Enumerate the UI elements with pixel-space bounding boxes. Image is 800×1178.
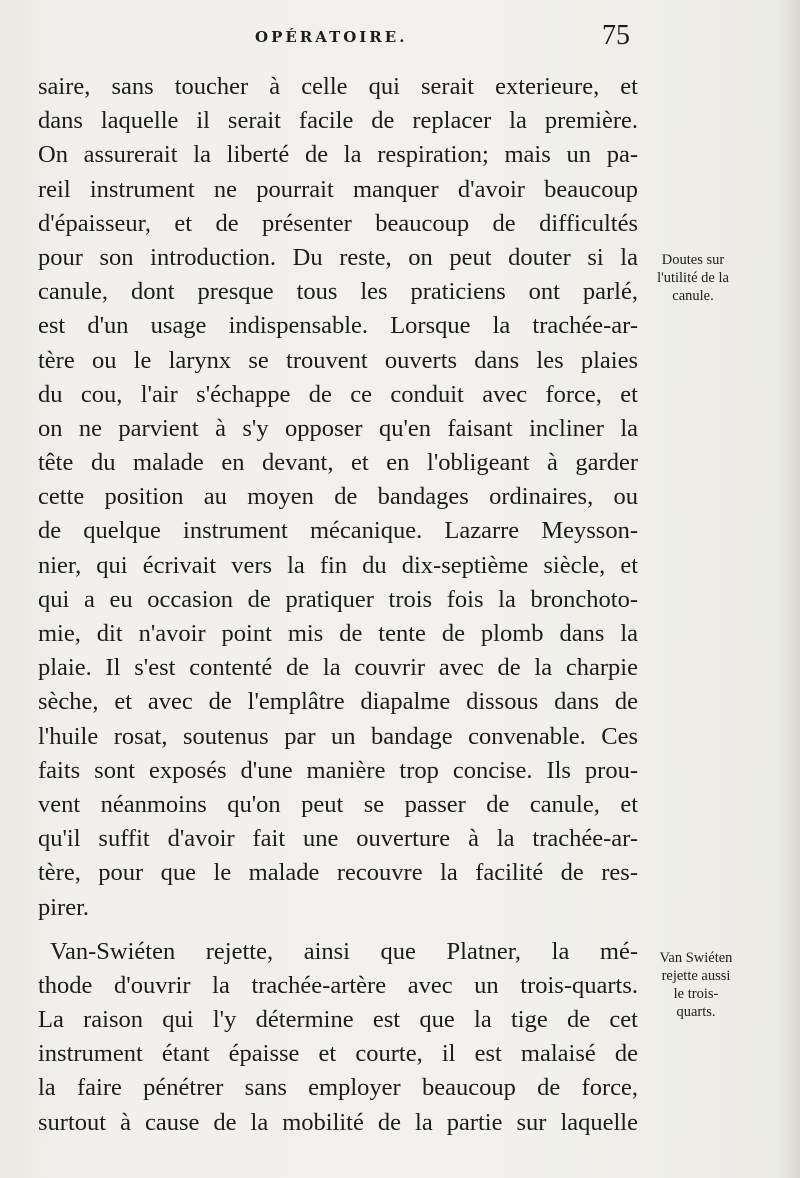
text-line: qui a eu occasion de pratiquer trois fois la bronchoto-	[38, 585, 638, 613]
margin-note-line: Doutes sur	[661, 252, 725, 268]
text-line: dans laquelle il serait facile de replacer la première.	[38, 107, 638, 135]
text-line: tère ou le larynx se trouvent ouverts dans les plaies	[38, 346, 638, 374]
margin-note-line: Van Swiéten	[659, 950, 733, 966]
margin-note-van-swieten	[640, 949, 752, 1021]
margin-note-line: canule.	[672, 288, 714, 304]
page-edge-shadow	[778, 0, 800, 1178]
text-line: instrument étant épaisse et courte, il est malaisé de	[38, 1040, 638, 1068]
text-line: pour son introduction. Du reste, on peut douter si la	[38, 243, 638, 271]
text-line: mie, dit n'avoir point mis de tente de plomb dans la	[38, 620, 638, 647]
text-line: On assurerait la liberté de la respiration; mais un pa-	[38, 141, 638, 169]
text-line: la faire pénétrer sans employer beaucoup de force,	[38, 1074, 638, 1102]
margin-note-line: le trois-	[673, 986, 719, 1002]
text-line: vent néanmoins qu'on peut se passer de canule, et	[38, 790, 638, 818]
text-line: cette position au moyen de bandages ordinaires, ou	[38, 483, 638, 511]
page-number: 75	[602, 20, 630, 51]
text-line: pirer.	[38, 893, 90, 921]
text-line: nier, qui écrivait vers la fin du dix-septième siècle, et	[38, 551, 638, 579]
text-line: thode d'ouvrir la trachée-artère avec un trois-quarts.	[38, 971, 638, 999]
text-line: du cou, l'air s'échappe de ce conduit avec force, et	[38, 380, 638, 408]
text-line: sèche, et avec de l'emplâtre diapalme dissous dans de	[38, 688, 638, 716]
paragraph-gap	[38, 925, 638, 935]
text-line: de quelque instrument mécanique. Lazarre Meysson-	[38, 517, 638, 545]
text-line: saire, sans toucher à celle qui serait exterieure, et	[38, 73, 638, 100]
margin-note-line: rejette aussi	[661, 968, 731, 984]
text-line: canule, dont presque tous les praticiens ont parlé,	[38, 278, 638, 306]
text-line: l'huile rosat, soutenus par un bandage convenable. Ces	[38, 722, 638, 750]
text-line: d'épaisseur, et de présenter beaucoup de difficultés	[38, 209, 638, 237]
text-line: tère, pour que le malade recouvre la facilité de res-	[38, 859, 638, 887]
text-line: on ne parvient à s'y opposer qu'en faisant incliner la	[38, 414, 638, 442]
margin-note-line: l'utilité de la	[657, 270, 729, 286]
main-text-block	[38, 70, 638, 1140]
text-line: qu'il suffit d'avoir fait une ouverture à la trachée-ar-	[38, 825, 638, 853]
text-line: reil instrument ne pourrait manquer d'avoir beaucoup	[38, 175, 638, 203]
running-title: OPÉRATOIRE.	[255, 28, 408, 46]
text-line: est d'un usage indispensable. Lorsque la trachée-ar-	[38, 312, 638, 340]
text-line: plaie. Il s'est contenté de la couvrir avec de la charpie	[38, 654, 638, 682]
text-line: La raison qui l'y détermine est que la tige de cet	[38, 1006, 638, 1034]
text-line: Van-Swiéten rejette, ainsi que Platner, la mé-	[50, 937, 638, 965]
text-line: surtout à cause de la mobilité de la partie sur laquelle	[38, 1108, 638, 1136]
text-line: faits sont exposés d'une manière trop concise. Ils prou-	[38, 756, 638, 784]
paragraph-2	[38, 935, 638, 1140]
text-line: tête du malade en devant, et en l'obligeant à garder	[38, 449, 638, 477]
margin-note-line: quarts.	[676, 1004, 716, 1020]
margin-note-canule	[637, 251, 749, 305]
paragraph-1	[38, 70, 638, 925]
